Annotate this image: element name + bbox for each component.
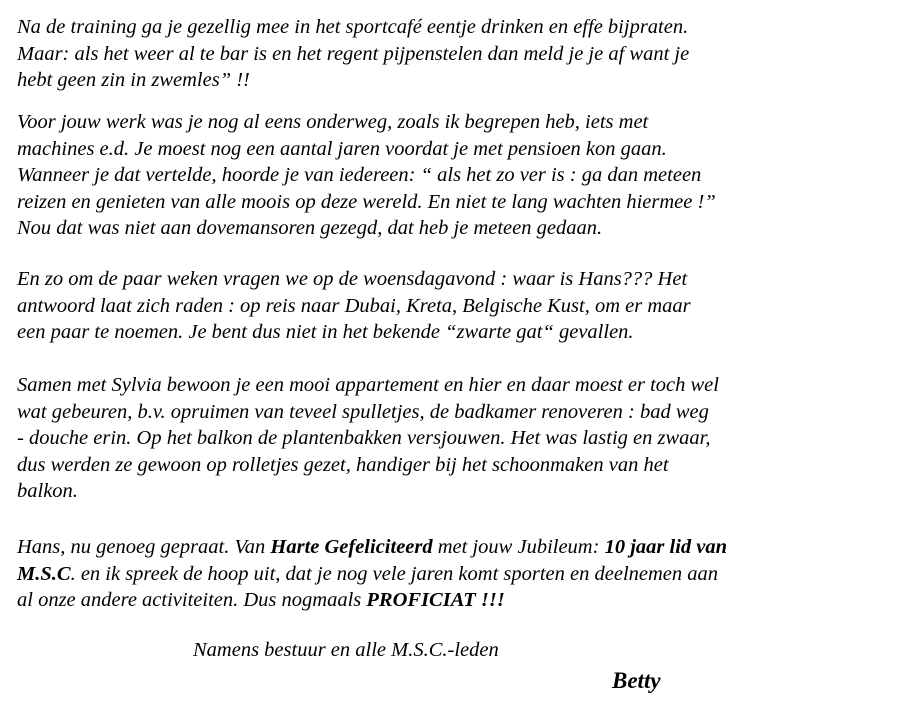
bold-text: Harte Gefeliciteerd (270, 536, 433, 558)
signature: Betty (612, 668, 661, 693)
paragraph-work (17, 109, 716, 242)
text-span: met jouw Jubileum: (432, 536, 605, 558)
text-line: balkon. (17, 480, 78, 502)
text-line (17, 561, 727, 588)
paragraph-apartment (17, 372, 719, 505)
text-line: Na de training ga je gezellig mee in het sportcafé eentje drinken en effe bijpraten. (17, 16, 689, 38)
text-line: wat gebeuren, b.v. opruimen van teveel spulletjes, de badkamer renoveren : bad weg (17, 400, 709, 423)
text-line: reizen en genieten van alle moois op deze wereld. En niet te lang wachten hiermee !” (17, 190, 716, 213)
text-line: - douche erin. Op het balkon de plantenbakken versjouwen. Het was lastig en zwaar, (17, 427, 711, 449)
closing-line: Namens bestuur en alle M.S.C.-leden (193, 639, 499, 661)
text-span: . en ik spreek de hoop uit, dat je nog vele jaren komt sporten en deelnemen aan (70, 562, 719, 585)
text-span: Hans, nu genoeg gepraat. Van (17, 536, 271, 558)
text-line (17, 534, 727, 561)
text-line (17, 587, 727, 614)
paragraph-travel (17, 266, 691, 346)
text-line: Wanneer je dat vertelde, hoorde je van iedereen: “ als het zo ver is : ga dan meteen (17, 164, 702, 186)
bold-text: PROFICIAT !!! (366, 589, 505, 611)
text-line: En zo om de paar weken vragen we op de woensdagavond : waar is Hans??? Het (17, 268, 688, 290)
text-line: Nou dat was niet aan dovemansoren gezegd, dat heb je meteen gedaan. (17, 217, 603, 239)
paragraph-sportcafe (17, 14, 689, 94)
paragraph-congratulations (17, 534, 727, 614)
text-line: Maar: als het weer al te bar is en het regent pijpenstelen dan meld je je af want je (17, 42, 690, 65)
bold-text: M.S.C (17, 562, 71, 585)
text-line: machines e.d. Je moest nog een aantal jaren voordat je met pensioen kon gaan. (17, 137, 667, 160)
text-line: Voor jouw werk was je nog al eens onderweg, zoals ik begrepen heb, iets met (17, 111, 649, 133)
text-line: Samen met Sylvia bewoon je een mooi appartement en hier en daar moest er toch wel (17, 374, 719, 396)
text-line: dus werden ze gewoon op rolletjes gezet, handiger bij het schoonmaken van het (17, 453, 669, 476)
bold-text: 10 jaar lid van (604, 536, 728, 558)
text-line: antwoord laat zich raden : op reis naar Dubai, Kreta, Belgische Kust, om er maar (17, 294, 691, 317)
text-span: al onze andere activiteiten. Dus nogmaals (17, 589, 367, 611)
text-line: een paar te noemen. Je bent dus niet in het bekende “zwarte gat“ gevallen. (17, 321, 634, 343)
text-line: hebt geen zin in zwemles” !! (17, 69, 250, 91)
